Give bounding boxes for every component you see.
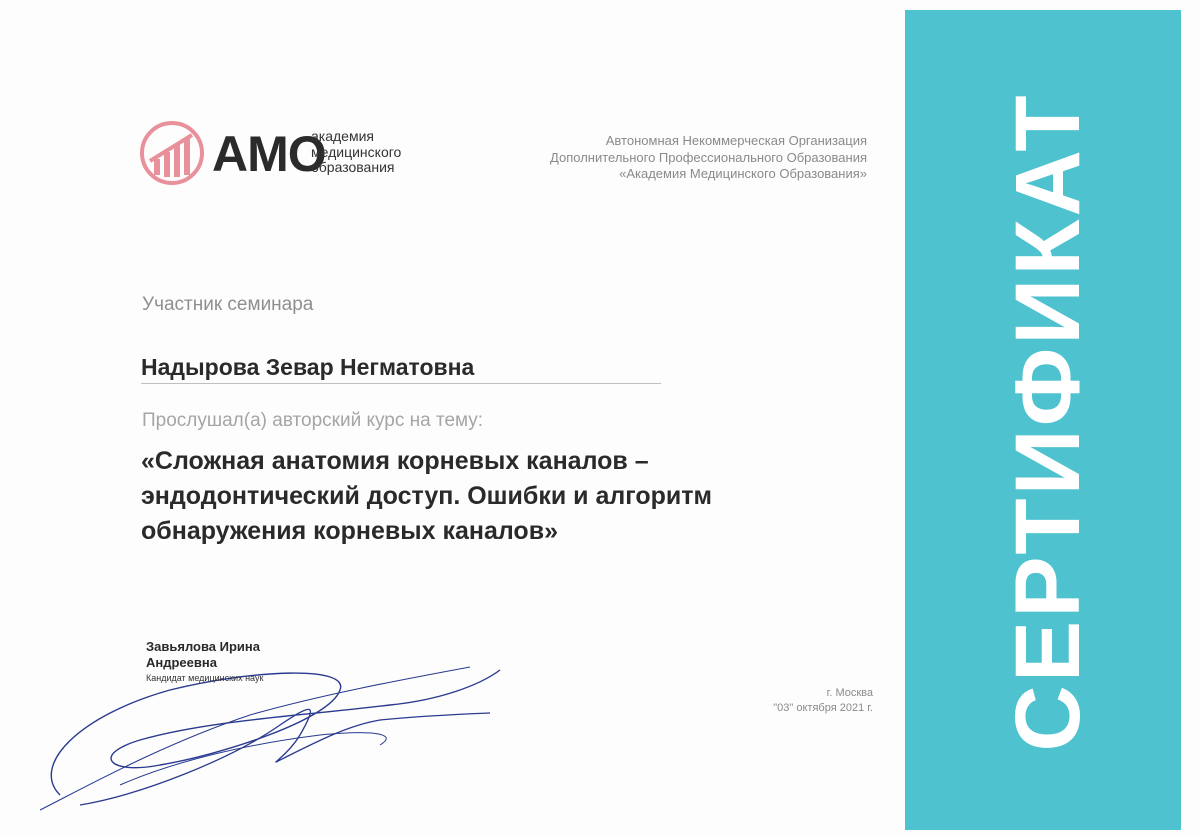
- organization-name: [550, 133, 867, 183]
- date: "03" октября 2021 г.: [773, 702, 873, 714]
- signer-degree: Кандидат медицинских наук: [146, 673, 264, 683]
- logo-name: [311, 129, 401, 176]
- course-title-line: эндодонтический доступ. Ошибки и алгоритм: [141, 482, 712, 510]
- signer-name-line: Андреевна: [146, 655, 217, 670]
- signature-image: [20, 645, 520, 820]
- organization-line: Дополнительного Профессионального Образования: [550, 149, 867, 165]
- signer-name-line: Завьялова Ирина: [146, 639, 260, 654]
- course-title-line: обнаружения корневых каналов»: [141, 517, 558, 545]
- certificate-title: СЕРТИФИКАТ: [997, 92, 1099, 752]
- logo-name-line: образования: [311, 159, 395, 175]
- organization-line: «Академия Медицинского Образования»: [619, 166, 867, 181]
- course-label: Прослушал(а) авторский курс на тему:: [142, 410, 484, 431]
- organization-line: Автономная Некоммерческая Организация: [605, 133, 867, 148]
- logo-icon: [140, 121, 204, 185]
- signer-name: [146, 639, 260, 671]
- place: г. Москва: [826, 687, 873, 699]
- logo-name-line: академия: [311, 128, 374, 144]
- role-label: Участник семинара: [142, 294, 314, 315]
- logo-abbreviation: АМО: [212, 126, 326, 182]
- logo-name-line: медицинского: [311, 143, 402, 160]
- course-title-line: «Сложная анатомия корневых каналов –: [141, 447, 649, 475]
- course-title: [141, 444, 712, 549]
- place-and-date: [773, 686, 873, 716]
- name-underline: [141, 383, 661, 384]
- recipient-name: Надырова Зевар Негматовна: [141, 354, 475, 380]
